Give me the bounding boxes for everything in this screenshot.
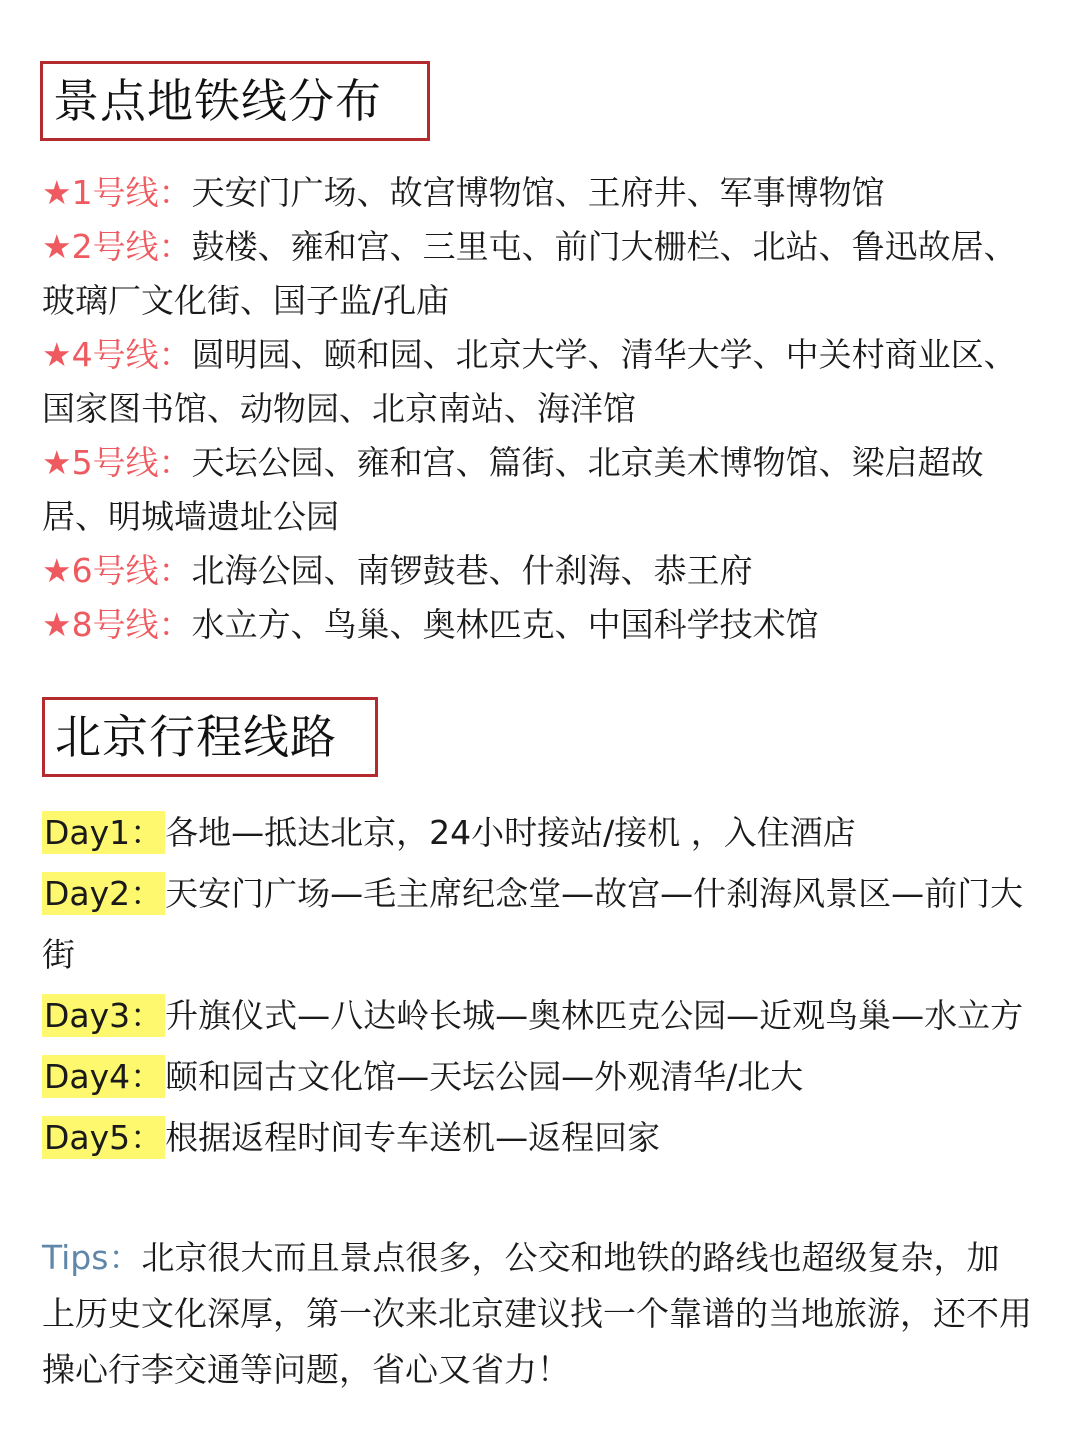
- day-label: Day4：: [44, 1057, 164, 1096]
- tips-paragraph: [42, 1230, 1032, 1398]
- metro-line-1: [42, 166, 1042, 220]
- metro-line-8: [42, 598, 1042, 652]
- day-label: Day1：: [44, 813, 164, 852]
- day-plan: 根据返程时间专车送机—返程回家: [165, 1118, 661, 1157]
- metro-section-title: 景点地铁线分布: [40, 61, 430, 141]
- day-plan: 天安门广场—毛主席纪念堂—故宫—什刹海风景区—前门大街: [42, 874, 1024, 974]
- itinerary-day-4: [42, 1046, 1042, 1107]
- metro-line-5: [42, 436, 1042, 544]
- line-stops: 天安门广场、故宫博物馆、王府井、军事博物馆: [191, 173, 885, 212]
- day-label: Day5：: [44, 1118, 164, 1157]
- line-stops: 天坛公园、雍和宫、篇街、北京美术博物馆、梁启超故居、明城墙遗址公园: [42, 443, 984, 536]
- day-label: Day2：: [44, 874, 164, 913]
- itinerary-day-5: [42, 1107, 1042, 1168]
- route-section-title: 北京行程线路: [42, 697, 378, 777]
- line-label: ★8号线：: [42, 605, 192, 644]
- day-label: Day3：: [44, 996, 164, 1035]
- tips-text: 北京很大而且景点很多，公交和地铁的路线也超级复杂，加上历史文化深厚，第一次来北京建议找一个靠谱的当地旅游，还不用操心行李交通等问题，省心又省力！: [42, 1238, 1032, 1389]
- line-stops: 北海公园、南锣鼓巷、什刹海、恭王府: [191, 551, 753, 590]
- metro-line-2: [42, 220, 1042, 328]
- itinerary-list: [42, 802, 1042, 1168]
- metro-line-6: [42, 544, 1042, 598]
- line-label: ★1号线：: [42, 173, 192, 212]
- line-stops: 鼓楼、雍和宫、三里屯、前门大栅栏、北站、鲁迅故居、玻璃厂文化街、国子监/孔庙: [42, 227, 1017, 320]
- day-plan: 各地—抵达北京，24小时接站/接机 ，入住酒店: [165, 813, 856, 852]
- line-label: ★5号线：: [42, 443, 192, 482]
- line-stops: 圆明园、颐和园、北京大学、清华大学、中关村商业区、国家图书馆、动物园、北京南站、海洋馆: [42, 335, 1017, 428]
- itinerary-day-1: [42, 802, 1042, 863]
- line-label: ★4号线：: [42, 335, 192, 374]
- line-label: ★6号线：: [42, 551, 192, 590]
- day-plan: 升旗仪式—八达岭长城—奥林匹克公园—近观鸟巢—水立方: [165, 996, 1024, 1035]
- line-stops: 水立方、鸟巢、奥林匹克、中国科学技术馆: [191, 605, 819, 644]
- itinerary-day-2: [42, 863, 1042, 985]
- day-plan: 颐和园古文化馆—天坛公园—外观清华/北大: [165, 1057, 804, 1096]
- metro-line-list: [42, 166, 1042, 652]
- line-label: ★2号线：: [42, 227, 192, 266]
- tips-label: Tips：: [42, 1238, 142, 1277]
- metro-line-4: [42, 328, 1042, 436]
- itinerary-day-3: [42, 985, 1042, 1046]
